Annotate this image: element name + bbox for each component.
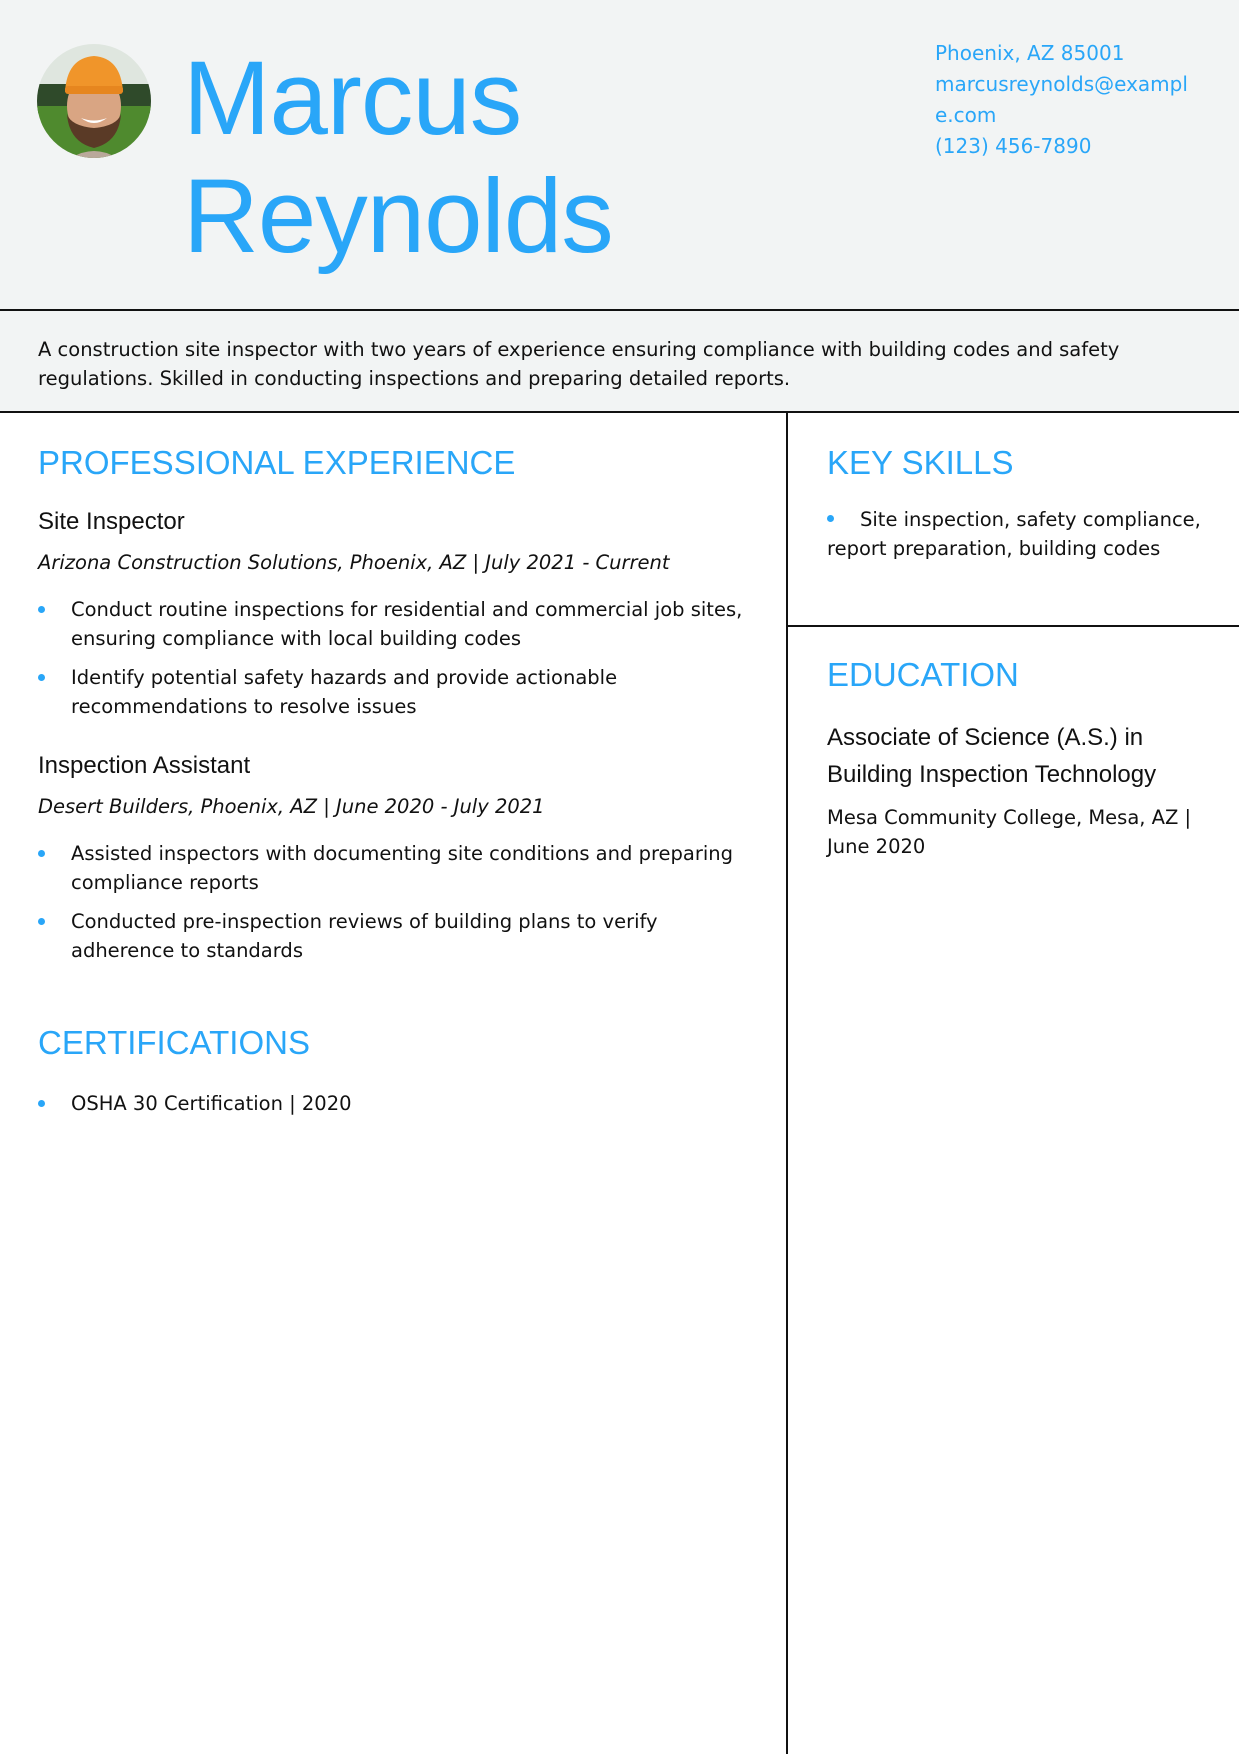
bullet-dot-icon: [38, 1100, 45, 1107]
job-bullets: [38, 839, 758, 965]
bullet-dot-icon: [38, 674, 45, 681]
job-entry: [38, 751, 758, 965]
experience-section: [38, 443, 758, 965]
professional-summary: A construction site inspector with two years of experience ensuring compliance with building codes and safety regulations. Skilled in conducting inspections and preparing detailed reports.: [0, 311, 1239, 413]
job-meta: Desert Builders, Phoenix, AZ | June 2020 - July 2021: [38, 795, 545, 818]
bullet-text: Conduct routine inspections for residential and commercial job sites, ensuring compliance with local building codes: [71, 598, 743, 650]
certification-text: OSHA 30 Certification | 2020: [71, 1092, 352, 1115]
contact-location: Phoenix, AZ 85001: [935, 41, 1125, 65]
bullet-item: [38, 663, 758, 721]
certifications-section: [38, 1023, 758, 1118]
avatar: [37, 44, 151, 158]
skills-section: [827, 443, 1207, 563]
right-section-divider: [788, 625, 1239, 627]
first-name: Marcus: [183, 40, 522, 157]
bullet-dot-icon: [38, 850, 45, 857]
job-entry: [38, 507, 758, 721]
skills-item: [827, 505, 1207, 563]
contact-phone[interactable]: (123) 456-7890: [935, 134, 1092, 158]
school-info: Mesa Community College, Mesa, AZ | June 2020: [827, 806, 1192, 858]
column-divider: [786, 413, 788, 1754]
bullet-dot-icon: [38, 918, 45, 925]
bullet-item: [38, 839, 758, 897]
candidate-name: [183, 40, 613, 276]
bullet-dot-icon: [38, 606, 45, 613]
section-title-skills: KEY SKILLS: [827, 444, 1014, 481]
job-meta: Arizona Construction Solutions, Phoenix, AZ | July 2021 - Current: [38, 551, 670, 574]
last-name: Reynolds: [183, 158, 613, 275]
bullet-item: [38, 595, 758, 653]
resume-header: [0, 0, 1239, 311]
section-title-certifications: CERTIFICATIONS: [38, 1024, 310, 1061]
degree-title: Associate of Science (A.S.) in Building Inspection Technology: [827, 724, 1157, 788]
contact-info: [935, 38, 1205, 162]
profile-photo: [37, 44, 151, 158]
contact-email[interactable]: marcusreynolds@example.com: [935, 72, 1188, 127]
bullet-text: Assisted inspectors with documenting site conditions and preparing compliance reports: [71, 842, 734, 894]
bullet-text: Conducted pre-inspection reviews of building plans to verify adherence to standards: [71, 910, 658, 962]
bullet-text: Identify potential safety hazards and provide actionable recommendations to resolve issues: [71, 666, 618, 718]
section-title-experience: PROFESSIONAL EXPERIENCE: [38, 444, 516, 481]
education-section: [827, 655, 1207, 861]
left-column: [38, 443, 758, 1128]
certification-list: [38, 1089, 758, 1118]
section-title-education: EDUCATION: [827, 656, 1019, 693]
job-title: Site Inspector: [38, 508, 185, 535]
bullet-dot-icon: [827, 515, 834, 522]
job-bullets: [38, 595, 758, 721]
job-title: Inspection Assistant: [38, 752, 251, 779]
bullet-item: [38, 907, 758, 965]
certification-item: [38, 1089, 758, 1118]
skills-text: Site inspection, safety compliance, report preparation, building codes: [827, 508, 1201, 560]
